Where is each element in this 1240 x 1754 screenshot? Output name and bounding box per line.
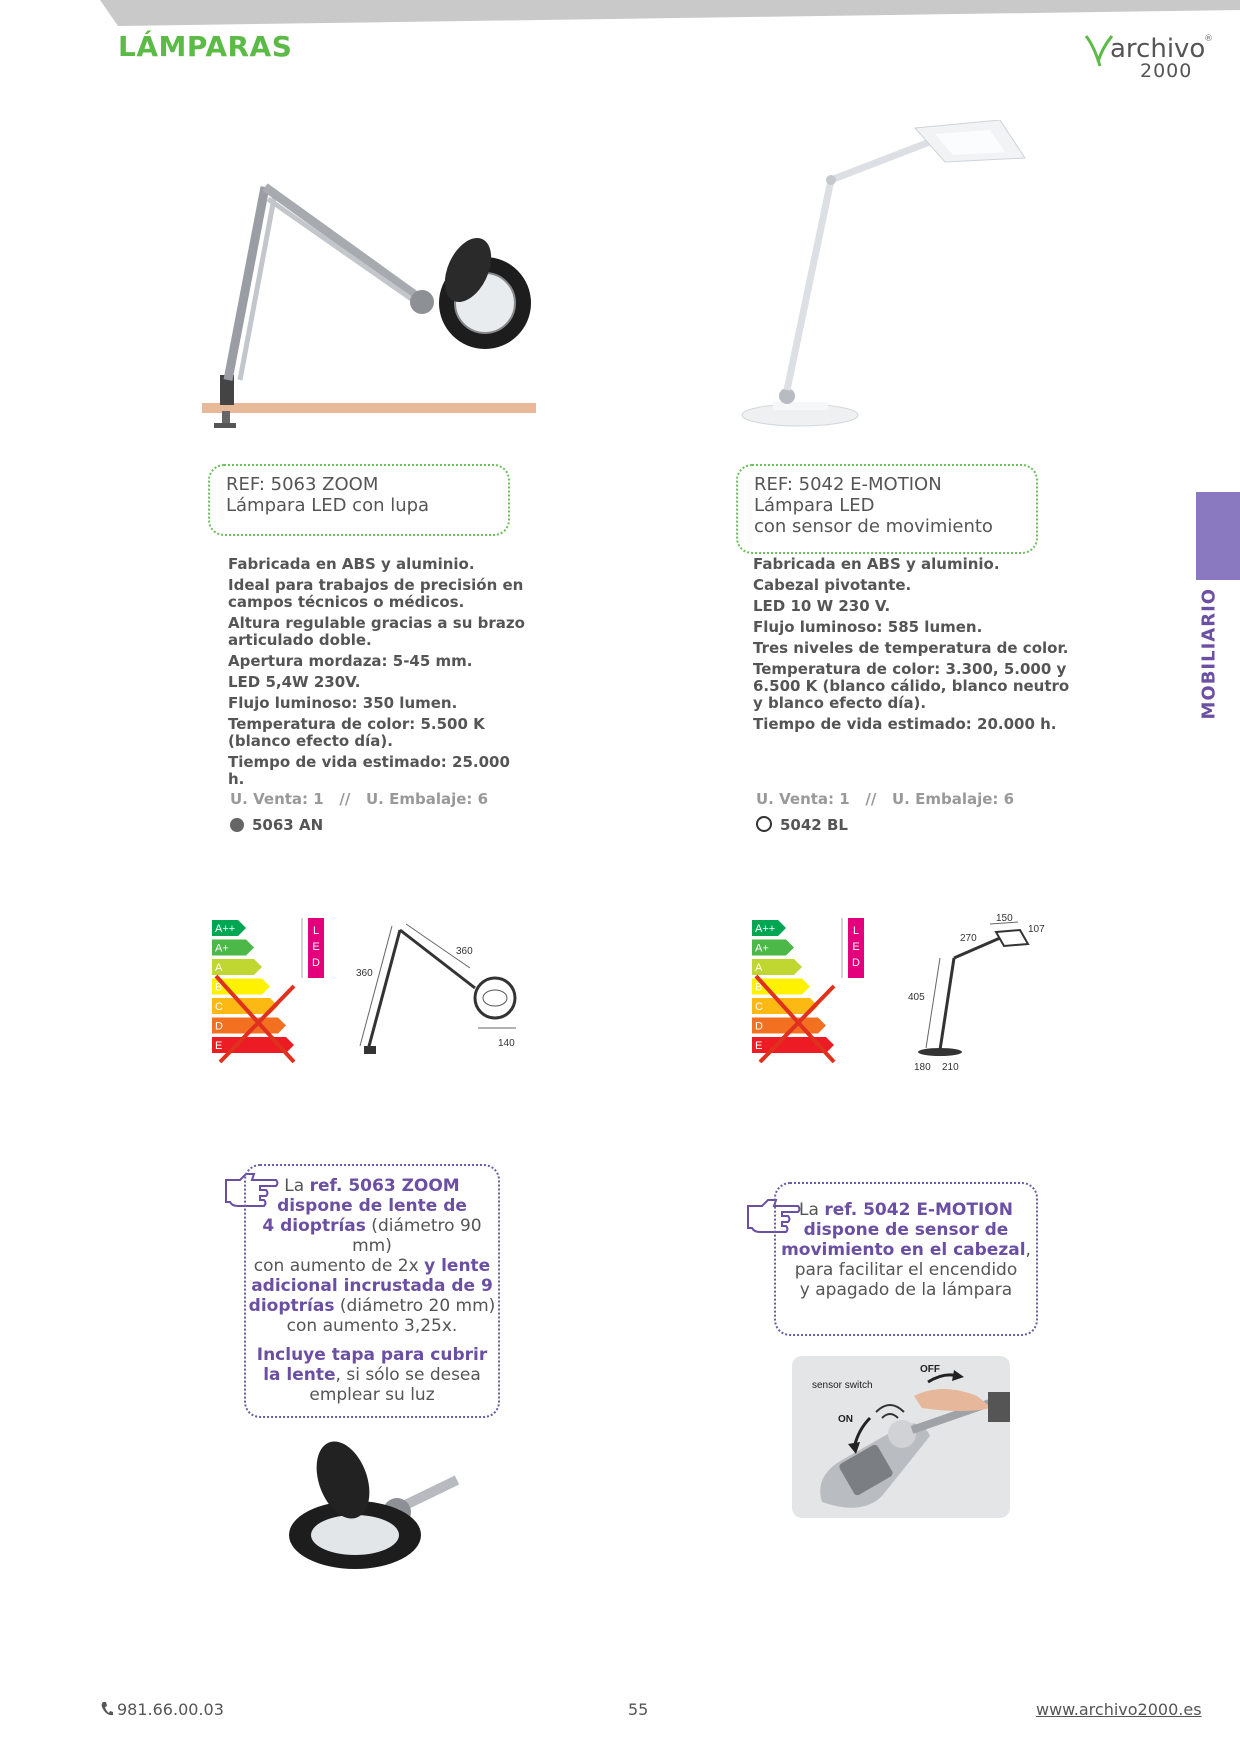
dim-label: 180 [914,1062,931,1073]
dim-label: 405 [908,992,925,1003]
energy-class-label: D [755,1020,763,1033]
spec-item: Flujo luminoso: 585 lumen. [753,618,983,636]
spec-item: LED 10 W 230 V. [753,597,891,615]
callout-bold: 4 dioptrías [262,1216,366,1236]
callout-text: con aumento 3,25x. [286,1316,458,1336]
callout-text: para facilitar el encendido [794,1260,1018,1280]
spec-item: Fabricada en ABS y aluminio. [753,555,1000,573]
color-swatch-icon [756,816,772,832]
svg-text:D: D [852,957,860,969]
section-title: LÁMPARAS [118,30,293,63]
energy-class-label: E [755,1040,763,1052]
product-2-units: U. Venta: 1 // U. Embalaje: 6 [756,790,1015,808]
energy-class-label: B [215,981,223,994]
header-band [0,0,1240,26]
callout-bold: ref. 5042 E-MOTION [824,1200,1013,1220]
dim-label: 150 [996,913,1013,924]
product-2-color [756,816,848,834]
callout-bold: dispone de sensor de [803,1220,1009,1240]
phone-icon [100,1701,114,1717]
spec-item: Flujo luminoso: 350 lumen. [228,694,458,712]
product-1-specs [228,556,528,792]
product-2-specs [753,556,1083,737]
website-link[interactable]: www.archivo2000.es [1036,1700,1202,1719]
callout-text: , [1025,1240,1031,1260]
on-label: ON [838,1414,853,1425]
footer-phone[interactable] [100,1700,224,1719]
side-tab [1196,492,1240,580]
energy-class-label: A++ [755,923,776,935]
color-code: 5042 BL [780,816,848,834]
callout-bold: y lente [424,1256,491,1276]
callout-5063 [244,1164,500,1418]
spec-item: LED 5,4W 230V. [228,673,361,691]
product-2-ref-box [736,464,1038,554]
spec-item: Cabezal pivotante. [753,576,912,594]
callout-bold: ref. 5063 ZOOM [309,1176,460,1196]
spec-item: Temperatura de color: 5.500 K (blanco efecto día). [228,715,485,750]
energy-class-label: B [755,981,763,994]
energy-class-label: C [215,1001,223,1013]
energy-class-label: C [755,1001,763,1013]
side-tab-text: MOBILIARIO [1198,587,1220,720]
dim-label: 140 [498,1038,515,1049]
dim-label: 270 [960,933,977,944]
energy-class-label: A++ [215,923,236,935]
energy-label-2 [752,918,867,1063]
energy-class-label: A [755,962,763,974]
svg-text:L: L [852,925,860,937]
svg-text:E: E [312,941,320,953]
callout-text: (diámetro 20 mm) [334,1296,496,1316]
dim-label: 107 [1028,924,1045,935]
sensor-switch-label: sensor switch [812,1380,873,1391]
dim-label: 210 [942,1062,959,1073]
spec-item: Altura regulable gracias a su brazo articulado doble. [228,614,525,649]
phone-number: 981.66.00.03 [117,1700,224,1719]
spec-item: Tiempo de vida estimado: 25.000 h. [228,753,510,788]
product-2-name-2: con sensor de movimiento [754,516,993,537]
energy-class-label: A+ [215,942,229,955]
spec-item: Temperatura de color: 3.300, 5.000 y 6.500 K (blanco cálido, blanco neutro y blanco efecto día). [753,660,1070,712]
energy-class-label: A+ [755,942,769,955]
spec-item: Apertura mordaza: 5-45 mm. [228,652,473,670]
color-code: 5063 AN [252,816,324,834]
emotion-lamp-image [735,120,1035,430]
svg-text:E: E [852,941,860,953]
brand-logo [1080,28,1213,82]
callout-bold: la lente [263,1365,336,1385]
lens-cover-photo [285,1440,460,1580]
spec-item: Fabricada en ABS y aluminio. [228,555,475,573]
off-label: OFF [920,1364,940,1375]
logo-year: 2000 [1140,60,1193,82]
sensor-photo [792,1356,1010,1518]
callout-text: y apagado de la lámpara [799,1280,1013,1300]
product-1-ref: REF: 5063 ZOOM [226,474,379,495]
spec-item: Tiempo de vida estimado: 20.000 h. [753,715,1057,733]
page-number: 55 [628,1700,649,1719]
product-1-ref-box [208,464,510,536]
energy-class-label: E [215,1040,223,1052]
callout-text: La [284,1176,310,1196]
dimension-drawing-1 [350,920,550,1060]
callout-bold: Incluye tapa para cubrir [256,1345,488,1365]
product-1-color [230,816,323,834]
spec-item: Tres niveles de temperatura de color. [753,639,1069,657]
dim-label: 360 [456,946,473,957]
product-2-ref: REF: 5042 E-MOTION [754,474,942,495]
callout-bold: movimiento en el cabezal [781,1240,1026,1260]
callout-text: emplear su luz [309,1385,435,1405]
callout-bold: dioptrías [248,1296,335,1316]
svg-text:D: D [312,957,320,969]
product-1-units: U. Venta: 1 // U. Embalaje: 6 [230,790,489,808]
logo-registered: ® [1204,34,1213,44]
logo-word: archivo [1110,34,1206,64]
energy-label-1 [212,918,327,1063]
callout-text: con aumento de 2x [253,1256,425,1276]
side-tab-label [1193,587,1223,725]
dimension-drawing-2 [900,910,1060,1075]
sensor-illustration [792,1356,1010,1518]
callout-text: La [799,1200,825,1220]
svg-text:L: L [312,925,320,937]
color-swatch-icon [230,818,244,832]
energy-class-label: A [215,962,223,974]
spec-item: Ideal para trabajos de precisión en campos técnicos o médicos. [228,576,524,611]
callout-bold: dispone de lente de [277,1196,467,1216]
product-2-name: Lámpara LED [754,495,875,516]
callout-text: , si sólo se desea [335,1365,481,1385]
callout-bold: adicional incrustada de 9 [251,1276,493,1296]
energy-class-label: D [215,1020,223,1033]
callout-5042 [774,1182,1038,1336]
callout-text: (diámetro 90 mm) [352,1216,482,1256]
product-1-name: Lámpara LED con lupa [226,495,430,516]
zoom-lamp-image [200,175,540,435]
dim-label: 360 [356,968,373,979]
